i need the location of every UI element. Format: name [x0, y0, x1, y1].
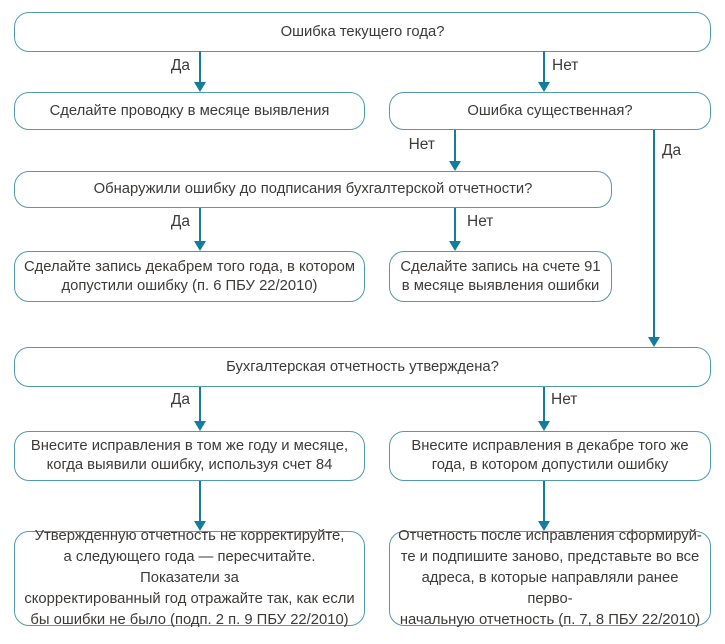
edge-label-no-current-year: Нет: [552, 57, 579, 74]
node-question-current-year-error: Ошибка текущего года?: [14, 12, 711, 52]
arrow-approved-no: [538, 387, 550, 431]
arrow-head-icon: [449, 241, 461, 251]
arrow-line: [653, 130, 655, 339]
arrow-approved-yes: [194, 387, 206, 431]
arrow-head-icon: [194, 521, 206, 531]
node-action-december-entry-error-year: Сделайте запись декабрем того года, в котором допустили ошибку (п. 6 ПБУ 22/2010): [14, 251, 365, 302]
node-action-december-correction: Внесите исправления в декабре того же года, в котором допустили ошибку: [389, 431, 711, 481]
arrow-line: [543, 481, 545, 523]
arrow-head-icon: [538, 82, 550, 92]
arrow-line: [543, 387, 545, 423]
arrow-significant-yes: [648, 130, 660, 347]
arrow-line: [543, 51, 545, 84]
edge-label-no-approved: Нет: [551, 391, 578, 408]
node-action-account-91-entry: Сделайте запись на счете 91 в месяце выявления ошибки: [389, 251, 612, 302]
arrow-line: [199, 481, 201, 523]
arrow-head-icon: [648, 337, 660, 347]
arrow-line: [199, 387, 201, 423]
arrow-current-year-no: [538, 51, 550, 92]
arrow-line: [454, 208, 456, 243]
edge-label-yes-significant: Да: [662, 142, 682, 159]
node-question-found-before-signing: Обнаружили ошибку до подписания бухгалтерской отчетности?: [14, 171, 612, 208]
edge-label-no-significant: Нет: [408, 136, 435, 153]
node-action-do-not-adjust-approved: Утвержденную отчетность не корректируйте, а следующего года — пересчитайте. Показатели за скорректированный год отражайте так, как если бы ошибки не было (подп. 2 п. 9 ПБУ 22/2010): [14, 531, 365, 626]
edge-label-yes-before-signing: Да: [170, 213, 190, 230]
node-question-error-significant: Ошибка существенная?: [389, 92, 711, 130]
arrow-to-retrospective: [194, 481, 206, 531]
arrow-before-signing-yes: [194, 208, 206, 251]
node-question-statements-approved: Бухгалтерская отчетность утверждена?: [14, 347, 711, 387]
arrow-before-signing-no: [449, 208, 461, 251]
arrow-line: [454, 130, 456, 163]
arrow-current-year-yes: [194, 51, 206, 92]
arrow-head-icon: [194, 241, 206, 251]
node-action-reissue-statements: Отчетность после исправления сформируй- те и подпишите заново, представьте во все адреса, в которые направляли ранее перво- начальную отчетность (п. 7, 8 ПБУ 22/2010): [389, 531, 711, 626]
arrow-line: [199, 51, 201, 84]
edge-label-yes-approved: Да: [170, 391, 190, 408]
arrow-line: [199, 208, 201, 243]
node-action-posting-in-detection-month: Сделайте проводку в месяце выявления: [14, 92, 365, 130]
arrow-to-reissue: [538, 481, 550, 531]
arrow-significant-no: [449, 130, 461, 171]
arrow-head-icon: [449, 161, 461, 171]
arrow-head-icon: [194, 82, 206, 92]
arrow-head-icon: [194, 421, 206, 431]
edge-label-no-before-signing: Нет: [467, 213, 494, 230]
node-action-account-84-correction: Внесите исправления в том же году и месяце, когда выявили ошибку, используя счет 84: [14, 431, 365, 481]
arrow-head-icon: [538, 521, 550, 531]
arrow-head-icon: [538, 421, 550, 431]
edge-label-yes-current-year: Да: [170, 57, 190, 74]
